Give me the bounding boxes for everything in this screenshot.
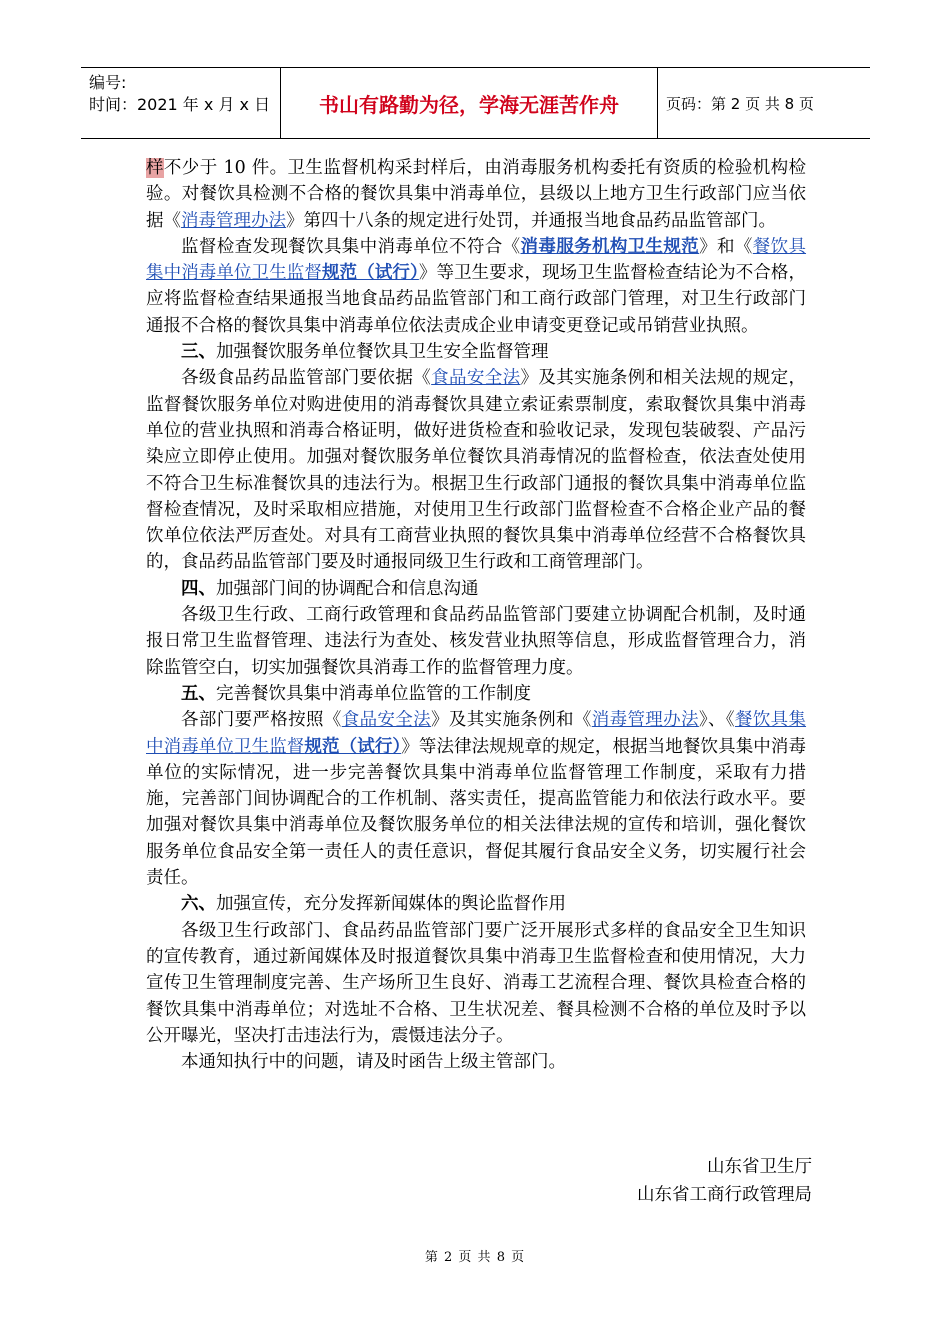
paragraph-3 bbox=[146, 365, 806, 575]
link-food-safety-law[interactable]: 食品安全法 bbox=[431, 368, 521, 389]
section-number: 五、 bbox=[181, 683, 216, 704]
section-title: 加强餐饮服务单位餐饮具卫生安全监督管理 bbox=[216, 342, 549, 363]
paragraph-4: 各级卫生行政、工商行政管理和食品药品监管部门要建立协调配合机制，及时通报日常卫生监督管理、违法行为查处、核发营业执照等信息，形成监督管理合力，消除监管空白，切实加强餐饮具消毒工作的监督管理力度。 bbox=[146, 605, 806, 678]
doc-number-label: 编号: bbox=[89, 73, 127, 92]
paragraph-6: 各级卫生行政部门、食品药品监管部门要广泛开展形式多样的食品安全卫生知识的宣传教育，通过新闻媒体及时报道餐饮具集中消毒卫生监督检查和使用情况，大力宣传卫生管理制度完善、生产场所卫生良好、消毒工艺流程合理、餐饮具检查合格的餐饮具集中消毒单位；对选址不合格、卫生状况差、餐具检测不合格的单位及时予以公开曝光，坚决打击违法行为，震慑违法分子。 bbox=[146, 920, 806, 1046]
paragraph-1 bbox=[146, 155, 806, 234]
text-run: 》及其实施条例和《 bbox=[431, 710, 592, 731]
section-heading-5 bbox=[146, 681, 806, 707]
paragraph-2 bbox=[146, 234, 806, 339]
link-food-safety-law[interactable]: 食品安全法 bbox=[341, 710, 432, 731]
link-tableware-standard-trial[interactable]: 规范（试行） bbox=[304, 736, 402, 757]
text-run: 不少于 10 件。卫生监督机构采封样后，由消毒服务机构委托有资质的检验机构检验。对餐饮具检测不合格的餐饮具集中消毒单位，县级以上地方卫生行政部门应当依据《 bbox=[146, 158, 806, 231]
signature-org-2: 山东省工商行政管理局 bbox=[637, 1185, 812, 1205]
section-number: 三、 bbox=[181, 342, 216, 363]
section-heading-6 bbox=[146, 891, 806, 917]
header-page-info: 页码：第 2 页 共 8 页 bbox=[666, 94, 814, 113]
text-run: 》和《 bbox=[699, 236, 753, 257]
text-run: 》及其实施条例和相关法规的规定，监督餐饮服务单位对购进使用的消毒餐饮具建立索证索票制度，索取餐饮具集中消毒单位的营业执照和消毒合格证明，做好进货检查和验收记录，发现包装破裂、产品污染应立即停止使用。加强对餐饮服务单位餐饮具消毒情况的监督检查，依法查处使用不符合卫生标准餐饮具的违法行为。根据卫生行政部门通报的餐饮具集中消毒单位监督检查情况，及时采取相应措施，对使用卫生行政部门监督检查不合格企业产品的餐饮单位依法严厉查处。对具有工商营业执照的餐饮具集中消毒单位经营不合格餐饮具的，食品药品监管部门要及时通报同级卫生行政和工商管理部门。 bbox=[146, 368, 807, 573]
section-title: 加强宣传，充分发挥新闻媒体的舆论监督作用 bbox=[216, 894, 566, 915]
link-disinfection-regulation[interactable]: 消毒管理办法 bbox=[591, 710, 699, 731]
highlighted-char: 样 bbox=[146, 158, 164, 178]
section-number: 六、 bbox=[181, 894, 216, 915]
text-run: 》第四十八条的规定进行处罚，并通报当地食品药品监管部门。 bbox=[286, 210, 776, 231]
signature-org-1: 山东省卫生厅 bbox=[707, 1157, 812, 1177]
signature-block bbox=[637, 1153, 812, 1209]
section-title: 完善餐饮具集中消毒单位监管的工作制度 bbox=[216, 683, 531, 704]
text-run: 各级食品药品监管部门要依据《 bbox=[181, 368, 432, 389]
link-tableware-standard-trial[interactable]: 规范（试行） bbox=[322, 263, 419, 284]
text-run: 》等卫生要求，现场卫生监督检查结论为不合格，应将监督检查结果通报当地食品药品监管部门和工商行政部门管理，对卫生行政部门通报不合格的餐饮具集中消毒单位依法责成企业申请变更登记或吊销营业执照。 bbox=[146, 263, 807, 336]
header-motto: 书山有路勤为径，学海无涯苦作舟 bbox=[281, 68, 658, 138]
section-heading-4 bbox=[146, 576, 806, 602]
page-footer: 第 2 页 共 8 页 bbox=[424, 1250, 526, 1265]
paragraph-5 bbox=[146, 707, 806, 891]
section-title: 加强部门间的协调配合和信息沟通 bbox=[216, 578, 479, 599]
paragraph-7: 本通知执行中的问题，请及时函告上级主管部门。 bbox=[181, 1052, 566, 1073]
link-disinfection-service-standard[interactable]: 消毒服务机构卫生规范 bbox=[520, 236, 700, 257]
header-meta bbox=[81, 68, 281, 138]
section-number: 四、 bbox=[181, 578, 216, 599]
text-run: 》、《 bbox=[698, 710, 735, 731]
link-tableware-supervision-standard[interactable]: 餐饮具集中消毒单位卫生监督 bbox=[146, 710, 807, 757]
document-body bbox=[146, 155, 806, 1075]
text-run: 监督检查发现餐饮具集中消毒单位不符合《 bbox=[181, 236, 521, 257]
link-tableware-supervision-standard[interactable]: 餐饮具集中消毒单位卫生监督 bbox=[146, 236, 807, 284]
text-run: 各部门要严格按照《 bbox=[181, 710, 342, 731]
doc-date: 时间：2021 年 x 月 x 日 bbox=[89, 95, 271, 114]
section-heading-3 bbox=[146, 339, 806, 365]
link-disinfection-regulation[interactable]: 消毒管理办法 bbox=[181, 210, 286, 231]
text-run: 》等法律法规规章的规定，根据当地餐饮具集中消毒单位的实际情况，进一步完善餐饮具集中消毒单位监督管理工作制度，采取有力措施，完善部门间协调配合的工作机制、落实责任，提高监管能力和依法行政水平。要加强对餐饮具集中消毒单位及餐饮服务单位的相关法律法规的宣传和培训，强化餐饮服务单位食品安全第一责任人的责任意识，督促其履行食品安全义务，切实履行社会责任。 bbox=[146, 736, 807, 889]
page-header bbox=[81, 67, 870, 139]
